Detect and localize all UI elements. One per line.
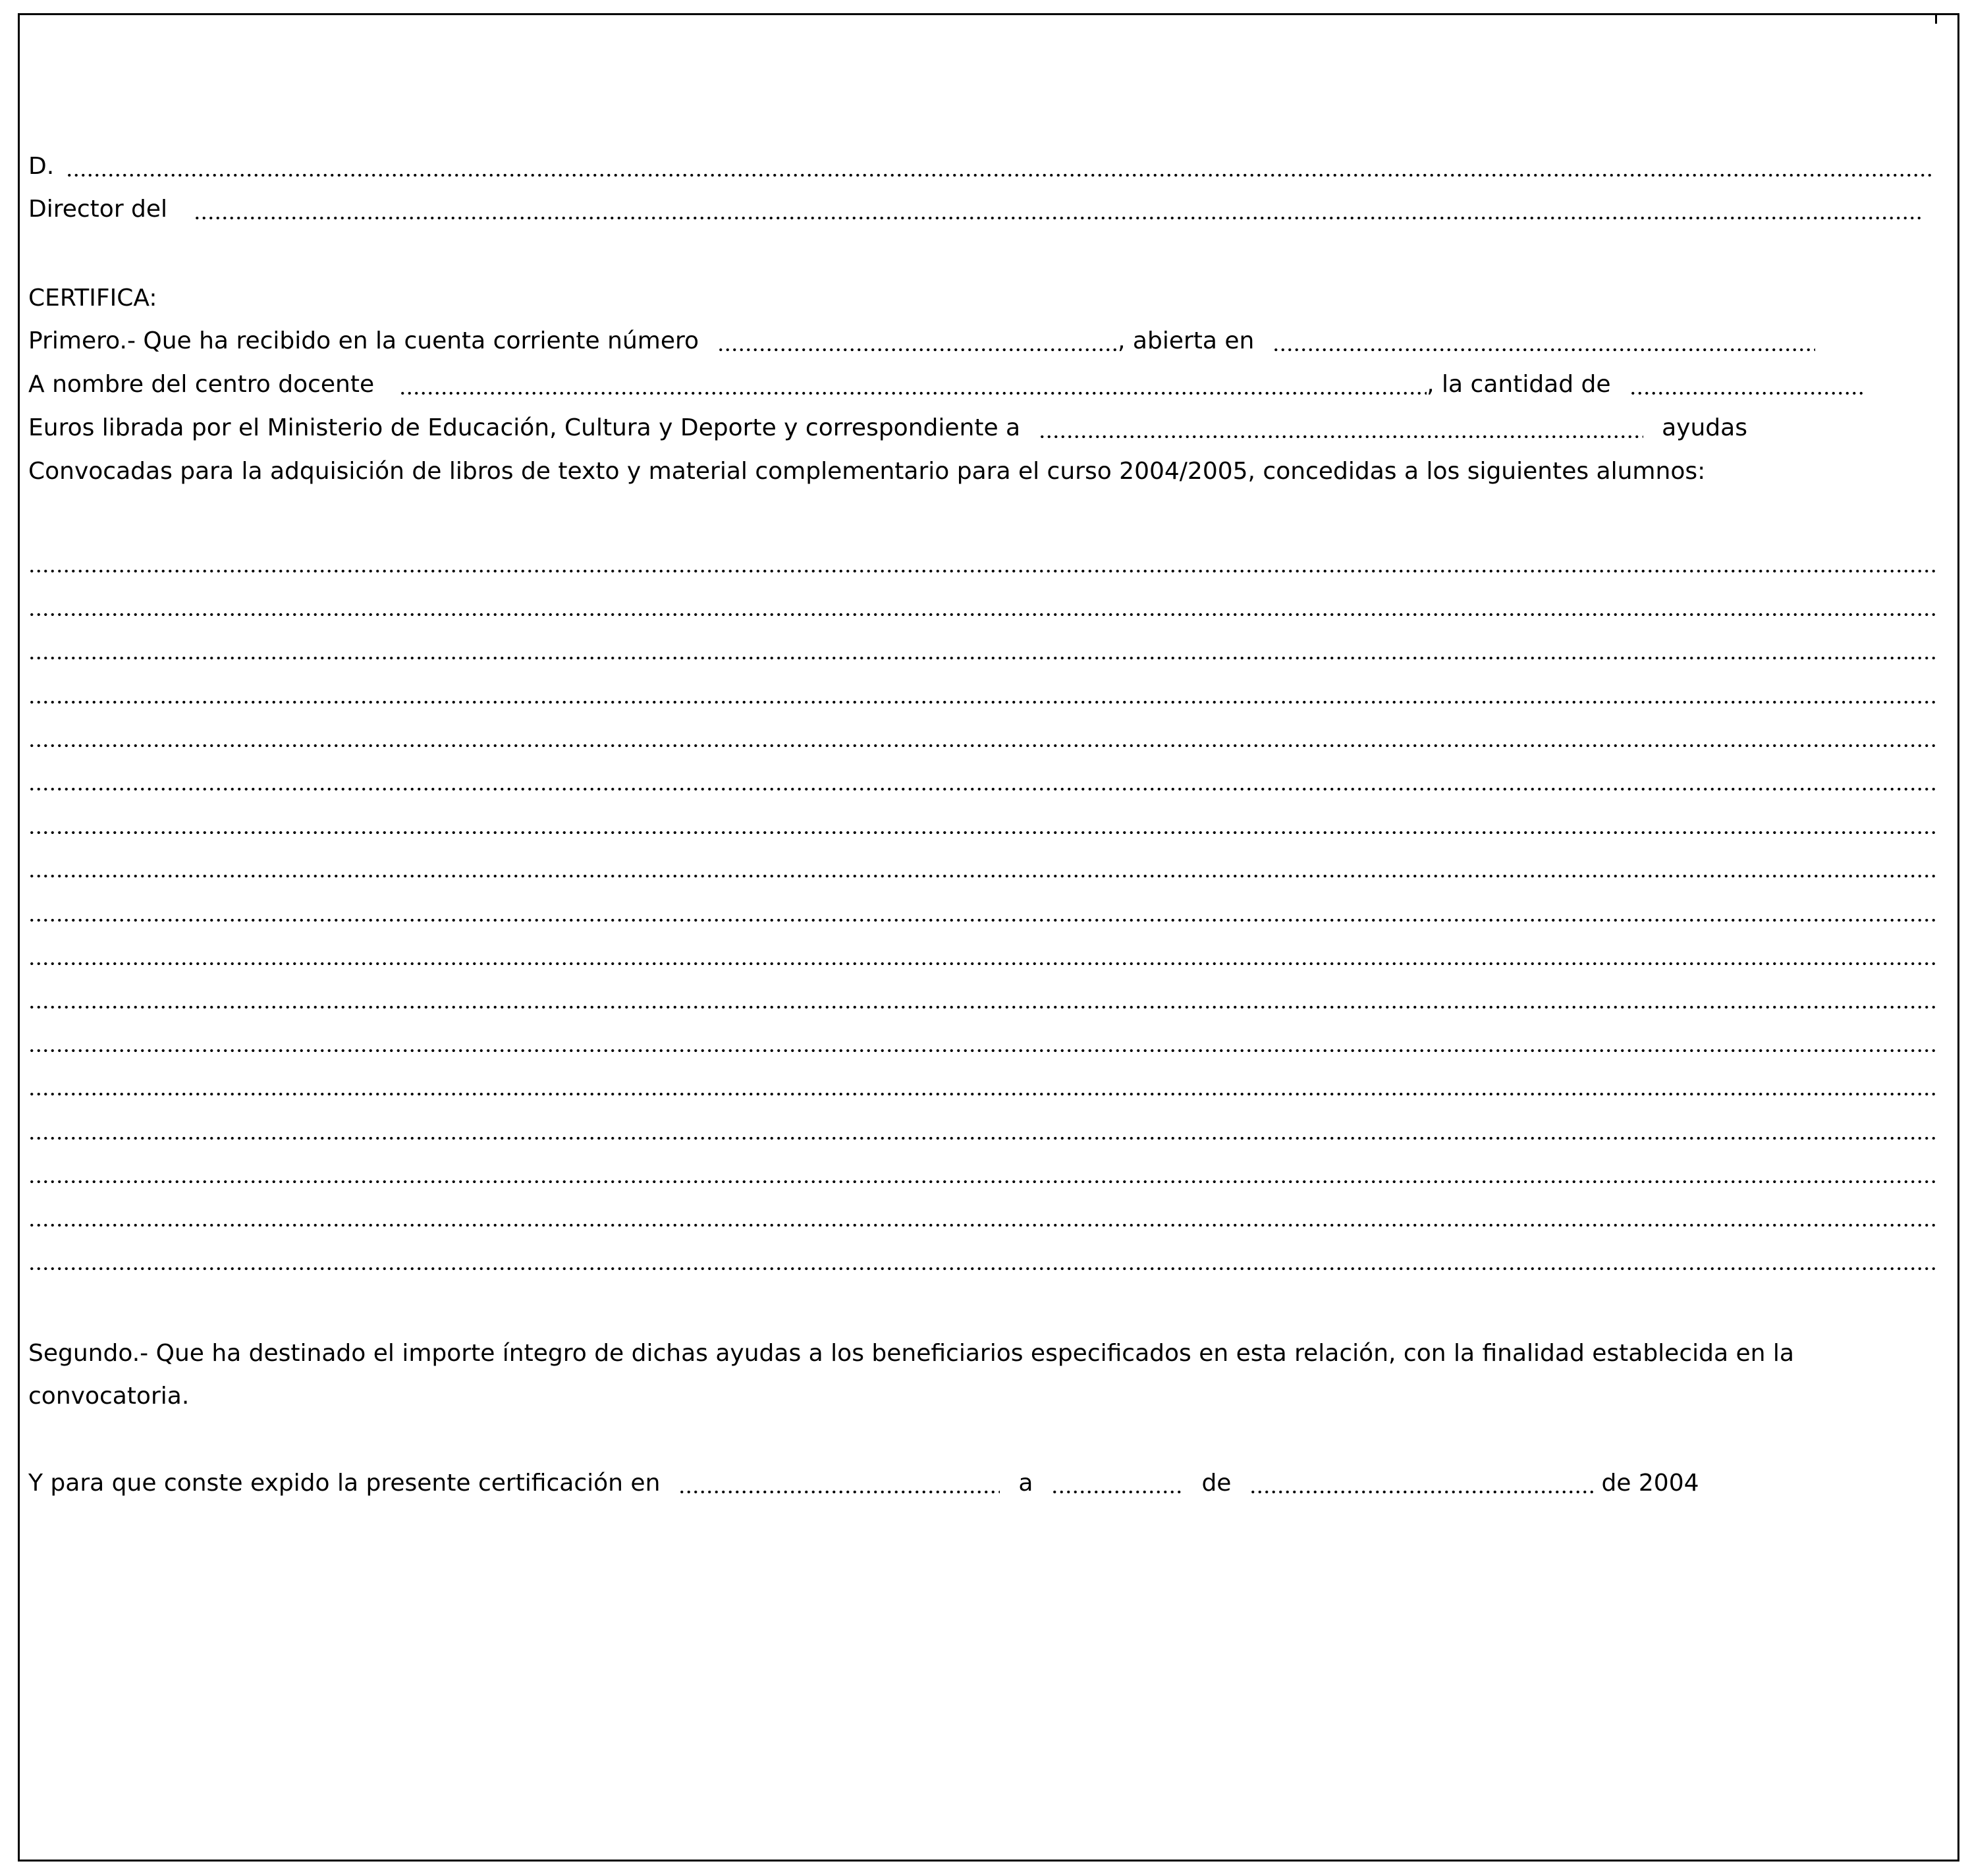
cantidad-label: , la cantidad de	[1427, 371, 1611, 398]
ayudas-label: ayudas	[1662, 414, 1747, 441]
place-blank[interactable]	[678, 1490, 1000, 1494]
account-number-blank[interactable]	[717, 348, 1118, 352]
abierta-en-label: , abierta en	[1118, 327, 1255, 354]
student-line[interactable]	[28, 962, 1937, 966]
primero-line-3	[28, 412, 1747, 445]
closing-line	[28, 1467, 1699, 1500]
convocadas-text: Convocadas para la adquisición de libros de texto y material complementario para el curso 2004/2005, concedidas a los siguientes alumnos:	[28, 458, 1706, 485]
certifica-heading: CERTIFICA:	[28, 285, 157, 312]
segundo-paragraph: Segundo.- Que ha destinado el importe íntegro de dichas ayudas a los beneficiarios especificados en esta relación, con la finalidad establecida en la convocatoria.	[28, 1340, 1794, 1410]
centro-docente-label: A nombre del centro docente	[28, 371, 375, 398]
student-line[interactable]	[28, 1180, 1937, 1184]
director-line	[28, 193, 1923, 226]
student-line[interactable]	[28, 569, 1937, 573]
director-blank[interactable]	[194, 216, 1923, 220]
student-line[interactable]	[28, 1267, 1937, 1271]
closing-de-label: de	[1201, 1470, 1232, 1497]
student-line[interactable]	[28, 744, 1937, 748]
primero-line-1	[28, 325, 1815, 358]
closing-intro: Y para que conste expido la presente certificación en	[28, 1470, 661, 1497]
student-line[interactable]	[28, 700, 1937, 704]
certifica-heading-line	[28, 282, 157, 315]
day-blank[interactable]	[1051, 1490, 1183, 1494]
primero-line-4	[28, 455, 1705, 488]
student-line[interactable]	[28, 1092, 1937, 1096]
corner-mark	[1935, 14, 1937, 24]
student-line[interactable]	[28, 787, 1937, 791]
student-line[interactable]	[28, 656, 1937, 660]
student-line[interactable]	[28, 1005, 1937, 1009]
name-line	[28, 150, 1935, 183]
closing-a-label: a	[1018, 1470, 1033, 1497]
euros-label: Euros librada por el Ministerio de Educación, Cultura y Deporte y correspondiente a	[28, 414, 1021, 441]
amount-blank[interactable]	[1629, 391, 1864, 395]
name-blank[interactable]	[66, 173, 1935, 177]
form-border	[18, 13, 1959, 1862]
student-line[interactable]	[28, 918, 1937, 922]
student-line[interactable]	[28, 613, 1937, 617]
director-label: Director del	[28, 196, 168, 223]
primero-intro: Primero.- Que ha recibido en la cuenta corriente número	[28, 327, 699, 354]
d-label: D.	[28, 153, 55, 180]
student-line[interactable]	[28, 1223, 1937, 1227]
closing-year-label: de 2004	[1601, 1470, 1699, 1497]
student-line[interactable]	[28, 874, 1937, 878]
primero-line-2	[28, 368, 1864, 401]
bank-blank[interactable]	[1272, 348, 1815, 352]
school-name-blank[interactable]	[399, 391, 1427, 395]
ayudas-count-blank[interactable]	[1039, 435, 1643, 439]
student-line[interactable]	[28, 831, 1937, 835]
student-line[interactable]	[28, 1049, 1937, 1053]
student-line[interactable]	[28, 1136, 1937, 1140]
month-blank[interactable]	[1249, 1490, 1593, 1494]
